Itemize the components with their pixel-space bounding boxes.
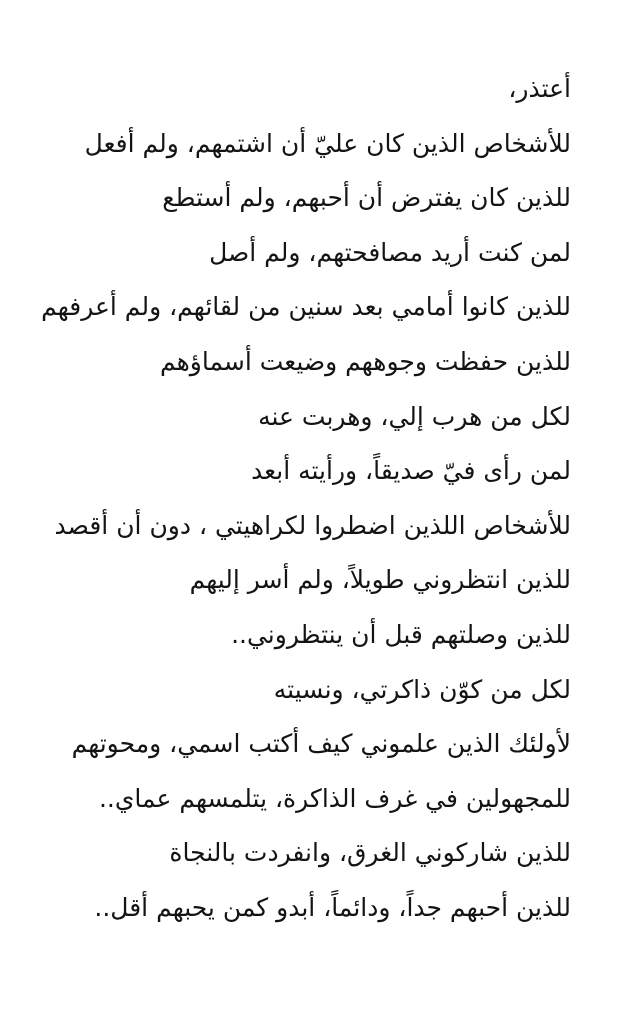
poem-line-6: للذين حفظت وجوههم وضيعت أسماؤهم — [159, 346, 571, 376]
poem-line-5: للذين كانوا أمامي بعد سنين من لقائهم، ولم أعرفهم — [41, 292, 571, 322]
poem-line-14: للمجهولين في غرف الذاكرة، يتلمسهم عماي.. — [98, 783, 571, 813]
poem-line-8: لمن رأى فيّ صديقاً، ورأيته أبعد — [251, 456, 571, 486]
poem-text — [40, 62, 571, 936]
poem-line-1: أعتذر، — [508, 74, 571, 103]
poem-line-15: للذين شاركوني الغرق، وانفردت بالنجاة — [169, 838, 571, 868]
poem-line-2: للأشخاص الذين كان عليّ أن اشتمهم، ولم أفعل — [84, 128, 571, 158]
poem-line-12: لكل من كوّن ذاكرتي، ونسيته — [273, 674, 571, 704]
poem-line-13: لأولئك الذين علموني كيف أكتب اسمي، ومحوتهم — [71, 729, 571, 759]
poem-line-3: للذين كان يفترض أن أحبهم، ولم أستطع — [162, 183, 571, 213]
poem-line-9: للأشخاص اللذين اضطروا لكراهيتي ، دون أن أقصد — [54, 510, 571, 540]
poem-line-7: لكل من هرب إلي، وهربت عنه — [258, 401, 571, 431]
poem-line-4: لمن كنت أريد مصافحتهم، ولم أصل — [209, 237, 571, 267]
poem-line-11: للذين وصلتهم قبل أن ينتظروني.. — [231, 619, 571, 649]
poem-line-16: للذين أحبهم جداً، ودائماً، أبدو كمن يحبهم أقل.. — [94, 892, 571, 922]
poem-line-10: للذين انتظروني طويلاً، ولم أسر إليهم — [189, 565, 571, 595]
